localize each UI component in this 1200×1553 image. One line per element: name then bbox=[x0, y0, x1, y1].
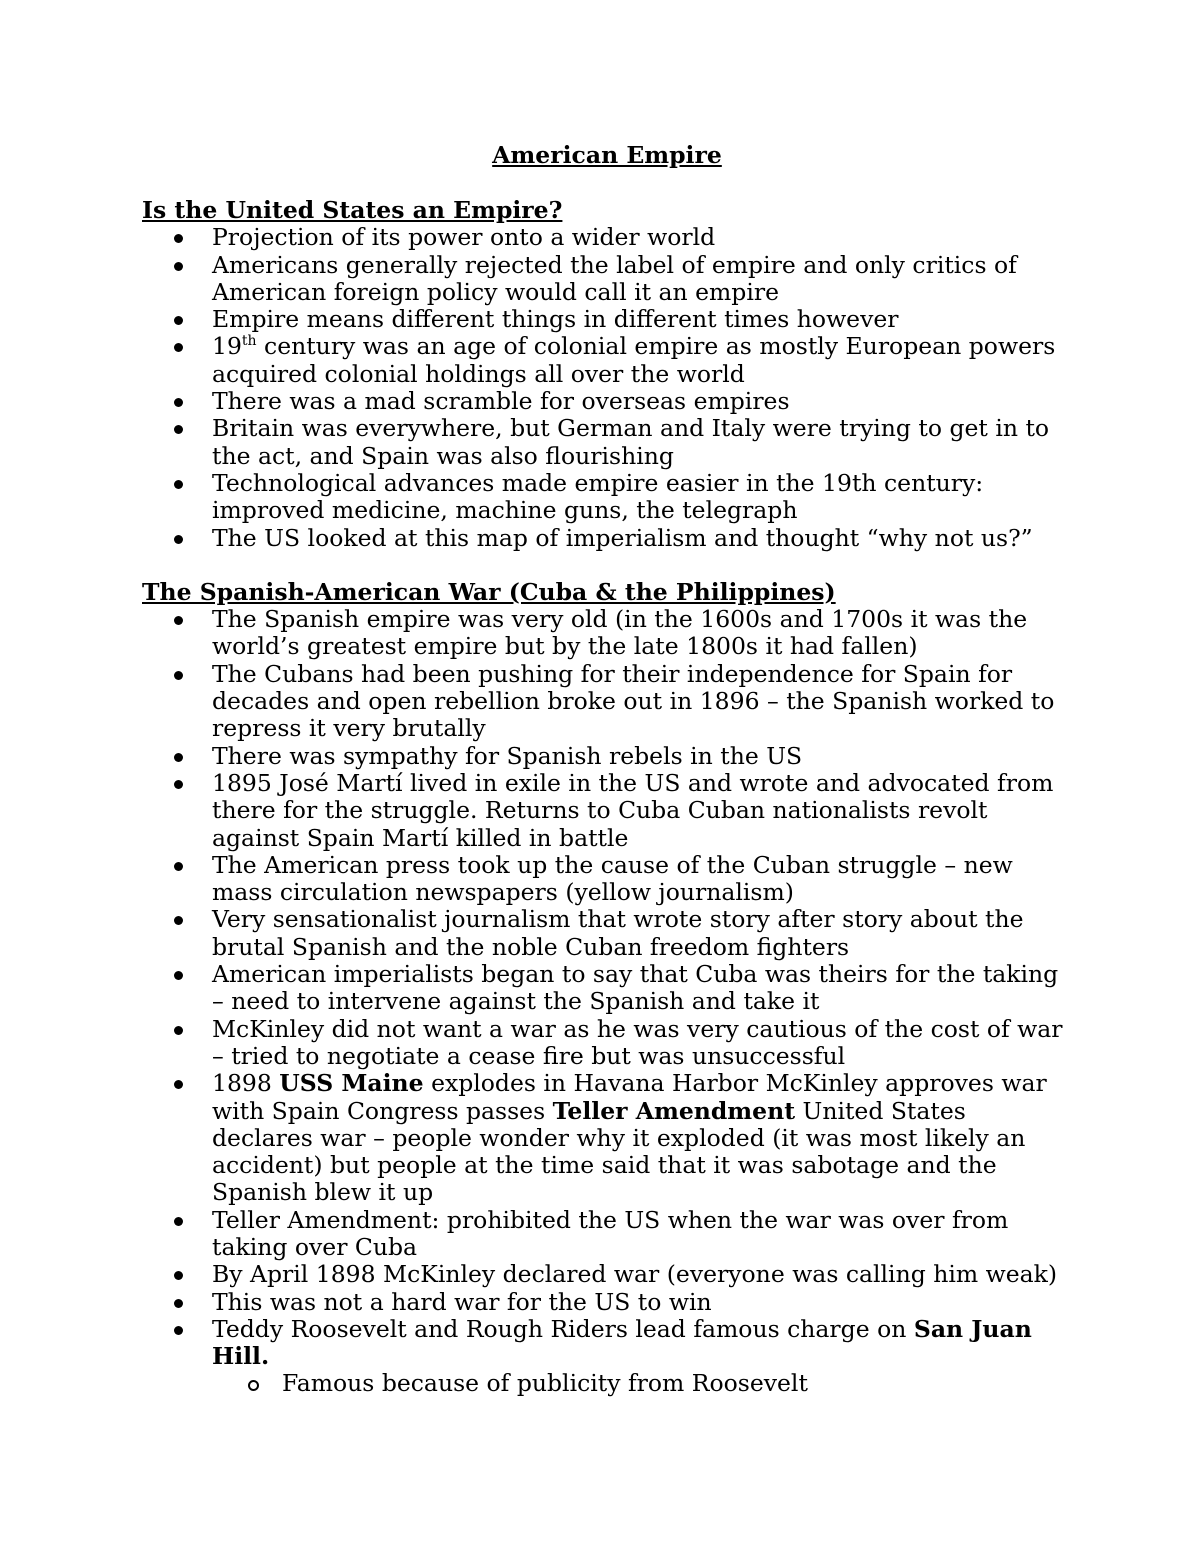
list-item bbox=[142, 415, 1072, 470]
list-item-text: McKinley did not want a war as he was very cautious of the cost of war – tried to negotiate a cease fire but was unsuccessful bbox=[212, 1014, 1063, 1070]
bullet-icon bbox=[174, 398, 183, 407]
bullet-icon bbox=[174, 1299, 183, 1308]
list-item bbox=[142, 852, 1072, 907]
list-item-text-part: 1898 bbox=[212, 1069, 280, 1098]
list-item bbox=[142, 525, 1072, 552]
list-item-text: Empire means different things in different times however bbox=[212, 305, 899, 334]
list-item bbox=[142, 252, 1072, 307]
list-item bbox=[142, 1316, 1072, 1398]
bullet-icon bbox=[174, 1271, 183, 1280]
list-item bbox=[142, 606, 1072, 661]
list-item-text: There was sympathy for Spanish rebels in the US bbox=[212, 741, 803, 770]
list-item-text: By April 1898 McKinley declared war (everyone was calling him weak) bbox=[212, 1260, 1058, 1289]
bullet-icon bbox=[174, 425, 183, 434]
document-page bbox=[142, 140, 1072, 1398]
list-item-text-start: 19 bbox=[212, 332, 242, 361]
bold-term-san-juan-hill: San Juan Hill. bbox=[212, 1314, 1032, 1371]
list-item-text: Britain was everywhere, but German and Italy were trying to get in to the act, and Spain was also flourishing bbox=[212, 414, 1050, 470]
list-item bbox=[142, 1261, 1072, 1288]
document-title: American Empire bbox=[492, 141, 722, 169]
list-item-text: Projection of its power onto a wider world bbox=[212, 223, 716, 252]
sub-list-item bbox=[212, 1370, 1072, 1397]
list-item-text-part: Teddy Roosevelt and Rough Riders lead famous charge on bbox=[212, 1314, 914, 1343]
section-heading: Is the United States an Empire? bbox=[142, 196, 563, 224]
bullet-icon bbox=[174, 1217, 183, 1226]
bullet-icon bbox=[174, 916, 183, 925]
bullet-icon bbox=[174, 862, 183, 871]
list-item-text: 1895 José Martí lived in exile in the US and wrote and advocated from there for the struggle. Returns to Cuba Cuban nationalists revolt against Spain Martí killed in battle bbox=[212, 768, 1054, 852]
bullet-icon bbox=[174, 535, 183, 544]
list-item bbox=[142, 1016, 1072, 1071]
sub-bullet-list bbox=[212, 1370, 1072, 1397]
bullet-icon bbox=[174, 971, 183, 980]
list-item-text: There was a mad scramble for overseas empires bbox=[212, 387, 790, 416]
list-item bbox=[142, 306, 1072, 333]
section-empire bbox=[142, 197, 1072, 552]
list-item-text: Americans generally rejected the label of empire and only critics of American foreign policy would call it an empire bbox=[212, 250, 1017, 306]
list-item bbox=[142, 770, 1072, 852]
list-item-text: Teller Amendment: prohibited the US when the war was over from taking over Cuba bbox=[212, 1205, 1009, 1261]
list-item-text-rest: century was an age of colonial empire as mostly European powers acquired colonial holdings all over the world bbox=[212, 332, 1056, 388]
list-item bbox=[142, 661, 1072, 743]
bullet-icon bbox=[174, 616, 183, 625]
bullet-icon bbox=[174, 343, 183, 352]
list-item bbox=[142, 1070, 1072, 1206]
bullet-list bbox=[142, 224, 1072, 552]
list-item bbox=[142, 1289, 1072, 1316]
list-item-text: American imperialists began to say that Cuba was theirs for the taking – need to intervene against the Spanish and take it bbox=[212, 960, 1059, 1016]
circle-bullet-icon bbox=[248, 1380, 259, 1391]
list-item bbox=[142, 333, 1072, 388]
bullet-icon bbox=[174, 480, 183, 489]
list-item bbox=[142, 961, 1072, 1016]
list-item bbox=[142, 1207, 1072, 1262]
list-item-text-part: United States declares war – people wonder why it exploded (it was most likely an accident) but people at the time said that it was sabotage and the Spanish blew it up bbox=[212, 1096, 1026, 1207]
bullet-list bbox=[142, 606, 1072, 1398]
bullet-icon bbox=[174, 1080, 183, 1089]
sub-list-item-text: Famous because of publicity from Roosevelt bbox=[282, 1369, 808, 1398]
bullet-icon bbox=[174, 1326, 183, 1335]
bold-term-uss-maine: USS Maine bbox=[279, 1069, 424, 1098]
list-item-text: The American press took up the cause of the Cuban struggle – new mass circulation newspapers (yellow journalism) bbox=[212, 850, 1013, 907]
bullet-icon bbox=[174, 316, 183, 325]
list-item bbox=[142, 906, 1072, 961]
list-item-text: The Spanish empire was very old (in the 1600s and 1700s it was the world’s greatest empire but by the late 1800s it had fallen) bbox=[212, 605, 1028, 661]
bullet-icon bbox=[174, 234, 183, 243]
bullet-icon bbox=[174, 671, 183, 680]
section-spanish-american-war bbox=[142, 579, 1072, 1398]
list-item bbox=[142, 743, 1072, 770]
section-heading: The Spanish-American War (Cuba & the Philippines) bbox=[142, 577, 836, 606]
bullet-icon bbox=[174, 262, 183, 271]
list-item bbox=[142, 224, 1072, 251]
bullet-icon bbox=[174, 753, 183, 762]
list-item bbox=[142, 470, 1072, 525]
list-item bbox=[142, 388, 1072, 415]
list-item-text: The US looked at this map of imperialism and thought “why not us?” bbox=[212, 523, 1033, 552]
list-item-text: Very sensationalist journalism that wrote story after story about the brutal Spanish and the noble Cuban freedom fighters bbox=[212, 905, 1024, 961]
list-item-text-part: explodes in Havana Harbor McKinley approves war with Spain Congress passes bbox=[212, 1069, 1047, 1125]
bullet-icon bbox=[174, 1026, 183, 1035]
bold-term-teller-amendment: Teller Amendment bbox=[552, 1096, 796, 1125]
list-item-text: The Cubans had been pushing for their independence for Spain for decades and open rebellion broke out in 1896 – the Spanish worked to repress it very brutally bbox=[212, 659, 1055, 743]
bullet-icon bbox=[174, 780, 183, 789]
superscript-text: th bbox=[241, 333, 257, 350]
list-item-text: This was not a hard war for the US to win bbox=[212, 1287, 712, 1316]
list-item-text: Technological advances made empire easier in the 19th century: improved medicine, machine guns, the telegraph bbox=[212, 468, 984, 525]
